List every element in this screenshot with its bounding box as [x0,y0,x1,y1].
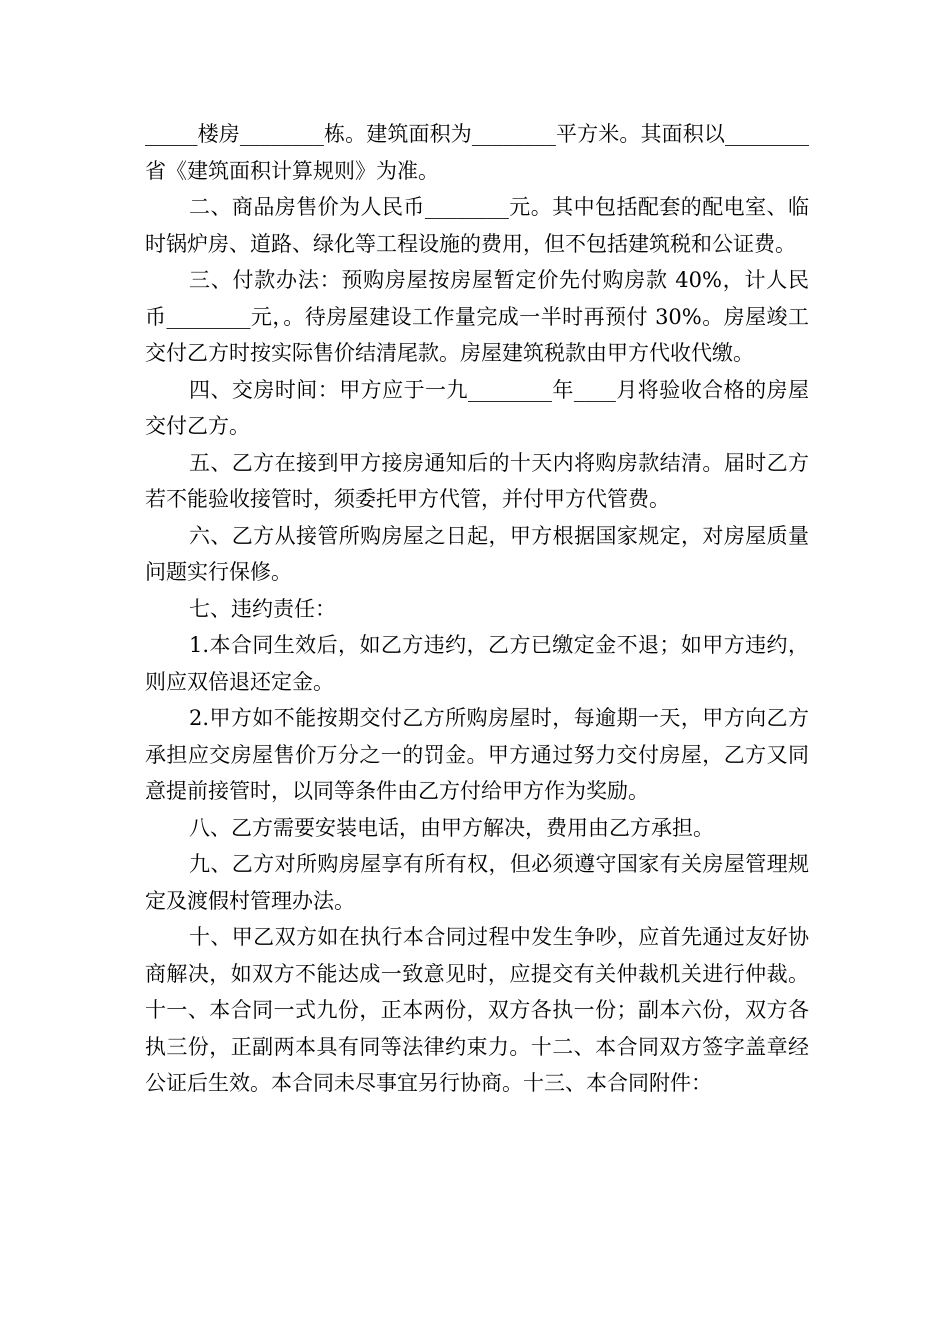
paragraph-telephone: 八、乙方需要安装电话，由甲方解决，费用由乙方承担。 [189,815,714,840]
paragraph-liability-2: 2.甲方如不能按期交付乙方所购房屋时，每逾期一天，甲方向乙方承担应交房屋售价万分之一的罚金。甲方通过努力交付房屋，乙方又同意提前接管时，以同等条件由乙方付给甲方作为奖励。 [145,706,809,803]
paragraph-payment: 三、付款办法：预购房屋按房屋暂定价先付购房款 40%，计人民币________元，。待房屋建设工作量完成一半时再预付 30%。房屋竣工交付乙方时按实际售价结清尾款。房屋建筑税款由甲方代收代缴。 [145,268,809,365]
paragraph-delivery-time: 四、交房时间：甲方应于一九________年____月将验收合格的房屋交付乙方。 [145,377,809,438]
document-page [145,116,809,1102]
paragraph-liability-1: 1.本合同生效后，如乙方违约，乙方已缴定金不退；如甲方违约，则应双倍退还定金。 [145,633,809,694]
paragraph-ownership: 九、乙方对所购房屋享有所有权，但必须遵守国家有关房屋管理规定及渡假村管理办法。 [145,852,809,913]
paragraph-price: 二、商品房售价为人民币________元。其中包括配套的配电室、临时锅炉房、道路、绿化等工程设施的费用，但不包括建筑税和公证费。 [145,195,809,256]
paragraph-settlement: 五、乙方在接到甲方接房通知后的十天内将购房款结清。届时乙方若不能验收接管时，须委托甲方代管，并付甲方代管费。 [145,450,809,511]
paragraph-building-area: _____楼房________栋。建筑面积为________平方米。其面积以________省《建筑面积计算规则》为准。 [145,122,809,183]
paragraph-warranty: 六、乙方从接管所购房屋之日起，甲方根据国家规定，对房屋质量问题实行保修。 [145,523,809,584]
paragraph-liability-heading: 七、违约责任： [189,596,336,621]
paragraph-disputes: 十、甲乙双方如在执行本合同过程中发生争吵，应首先通过友好协商解决，如双方不能达成一致意见时，应提交有关仲裁机关进行仲裁。十一、本合同一式九份，正本两份，双方各执一份；副本六份，双方各执三份，正副两本具有同等法律约束力。十二、本合同双方签字盖章经公证后生效。本合同未尽事宜另行协商。十三、本合同附件： [145,925,809,1095]
